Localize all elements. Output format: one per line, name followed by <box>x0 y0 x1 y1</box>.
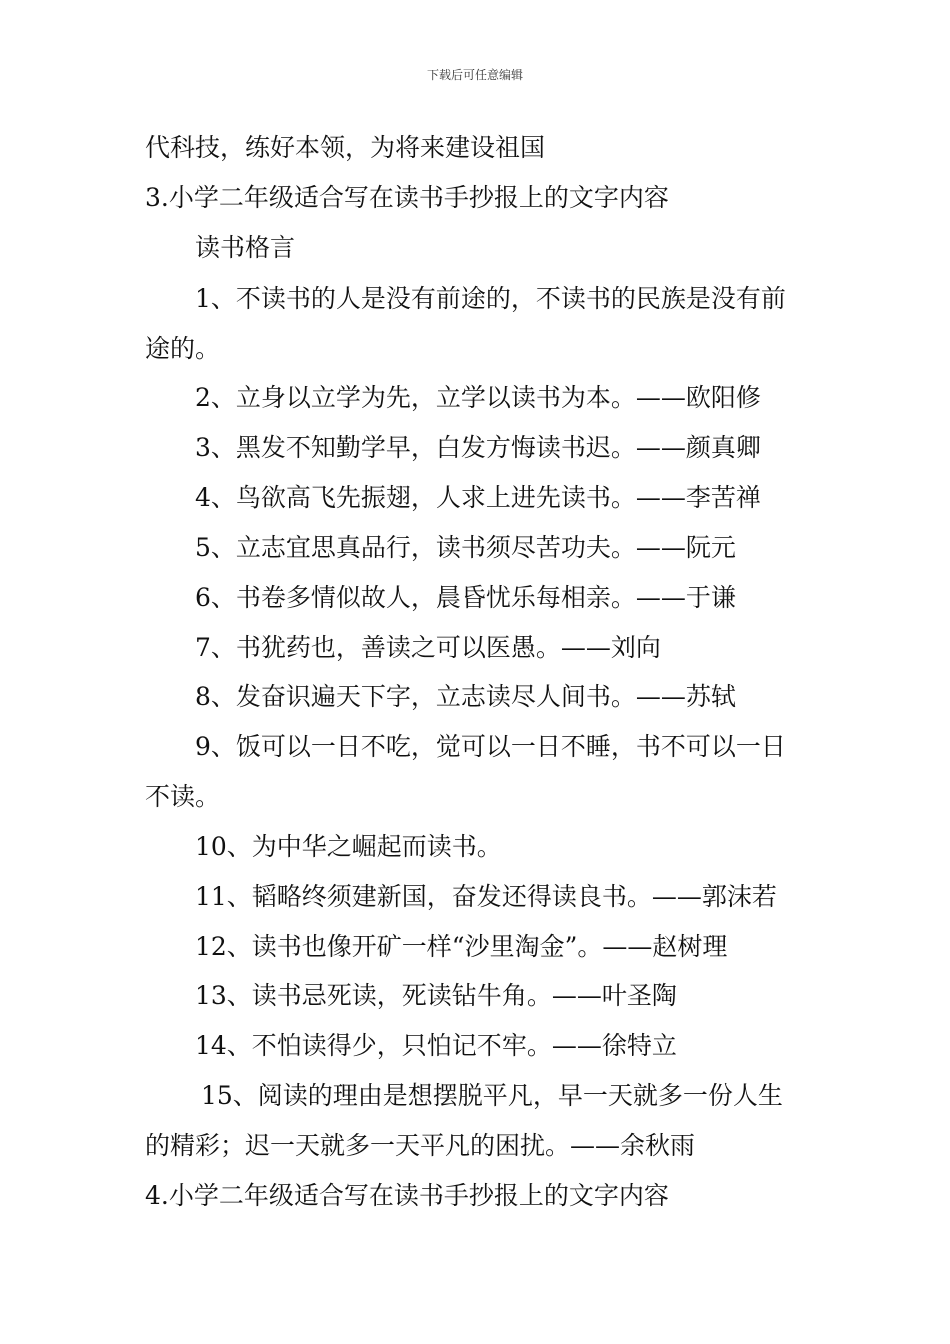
page-header: 下载后可任意编辑 <box>426 68 523 82</box>
section-heading: 3.小学二年级适合写在读书手抄报上的文字内容 <box>145 183 669 212</box>
quote-line: 10、为中华之崛起而读书。 <box>195 832 502 861</box>
quote-line: 8、发奋识遍天下字，立志读尽人间书。——苏轼 <box>195 682 736 711</box>
quote-line: 12、读书也像开矿一样“沙里淘金”。——赵树理 <box>195 932 728 961</box>
section-heading: 4.小学二年级适合写在读书手抄报上的文字内容 <box>145 1181 669 1210</box>
quote-line: 5、立志宜思真品行，读书须尽苦功夫。——阮元 <box>195 533 736 562</box>
quote-line: 11、韬略终须建新国，奋发还得读良书。——郭沫若 <box>195 882 777 911</box>
quote-line: 3、黑发不知勤学早，白发方悔读书迟。——颜真卿 <box>195 433 761 462</box>
quote-line: 途的。 <box>145 334 221 363</box>
quote-line: 14、不怕读得少，只怕记不牢。——徐特立 <box>195 1031 677 1060</box>
quote-line: 的精彩；迟一天就多一天平凡的困扰。——余秋雨 <box>145 1131 696 1160</box>
subheading: 读书格言 <box>195 233 296 262</box>
quote-line: 4、鸟欲高飞先振翅，人求上进先读书。——李苦禅 <box>195 483 761 512</box>
quote-line: 13、读书忌死读，死读钻牛角。——叶圣陶 <box>195 981 677 1010</box>
quote-line: 2、立身以立学为先，立学以读书为本。——欧阳修 <box>195 383 761 412</box>
quote-line: 1、不读书的人是没有前途的，不读书的民族是没有前 <box>195 284 786 313</box>
quote-line: 9、饭可以一日不吃，觉可以一日不睡，书不可以一日 <box>195 732 786 761</box>
quote-line: 15、阅读的理由是想摆脱平凡，早一天就多一份人生 <box>201 1081 783 1110</box>
text-line: 代科技，练好本领，为将来建设祖国 <box>145 133 546 162</box>
quote-line: 6、书卷多情似故人，晨昏忧乐每相亲。——于谦 <box>195 583 736 612</box>
quote-line: 不读。 <box>145 782 221 811</box>
quote-line: 7、书犹药也，善读之可以医愚。——刘向 <box>195 633 661 662</box>
